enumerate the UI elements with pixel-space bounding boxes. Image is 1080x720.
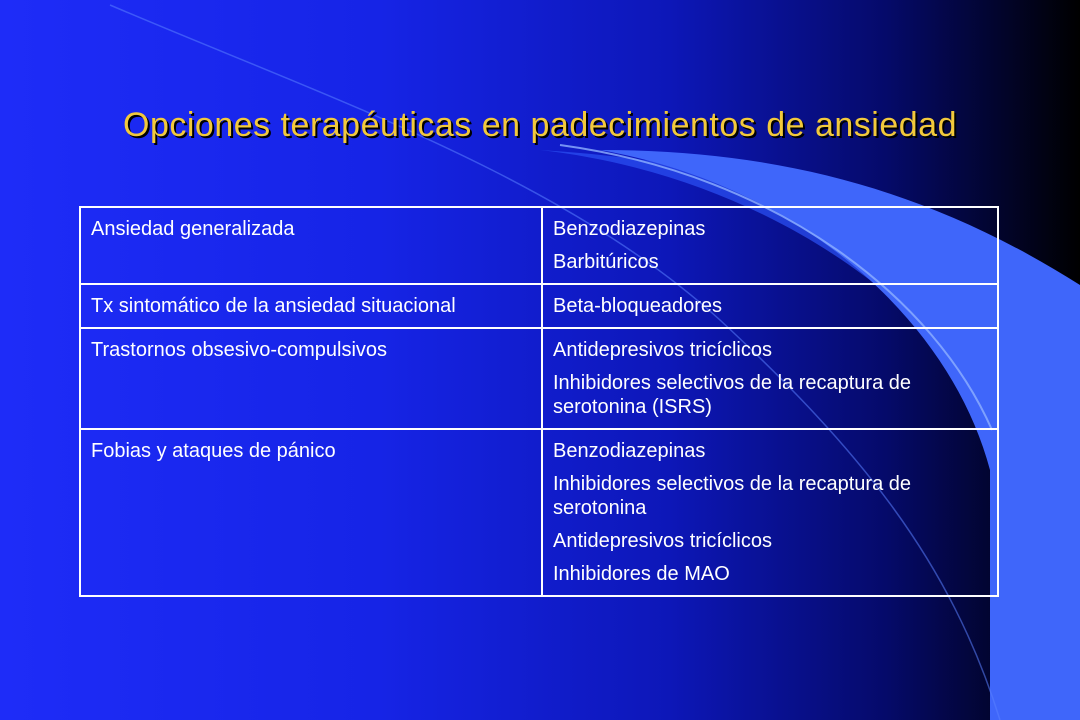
treatment-cell	[542, 328, 998, 429]
condition-cell	[80, 328, 542, 429]
condition-label: Ansiedad generalizada	[91, 218, 295, 240]
condition-cell	[80, 207, 542, 284]
treatment-item: Antidepresivos tricíclicos	[553, 530, 772, 552]
treatment-item: Beta-bloqueadores	[553, 295, 723, 317]
condition-label: Tx sintomático de la ansiedad situacional	[91, 295, 456, 317]
treatment-table	[79, 206, 999, 597]
treatment-cell	[542, 429, 998, 596]
treatment-item: Inhibidores de MAO	[553, 563, 730, 585]
condition-label: Trastornos obsesivo-compulsivos	[91, 339, 388, 361]
table-row	[80, 429, 998, 596]
treatment-table-body	[80, 207, 998, 596]
slide-title: Opciones terapéuticas en padecimientos de ansiedad	[123, 106, 957, 144]
condition-cell	[80, 284, 542, 328]
condition-label: Fobias y ataques de pánico	[91, 440, 336, 462]
treatment-item: Inhibidores selectivos de la recaptura de serotonina	[553, 473, 911, 519]
treatment-item: Inhibidores selectivos de la recaptura de serotonina (ISRS)	[553, 372, 911, 418]
table-row	[80, 284, 998, 328]
treatment-item: Benzodiazepinas	[553, 218, 706, 240]
condition-cell	[80, 429, 542, 596]
treatment-item: Benzodiazepinas	[553, 440, 706, 462]
table-row	[80, 207, 998, 284]
treatment-item: Barbitúricos	[553, 251, 659, 273]
treatment-item: Antidepresivos tricíclicos	[553, 339, 772, 361]
treatment-cell	[542, 207, 998, 284]
table-row	[80, 328, 998, 429]
treatment-cell	[542, 284, 998, 328]
